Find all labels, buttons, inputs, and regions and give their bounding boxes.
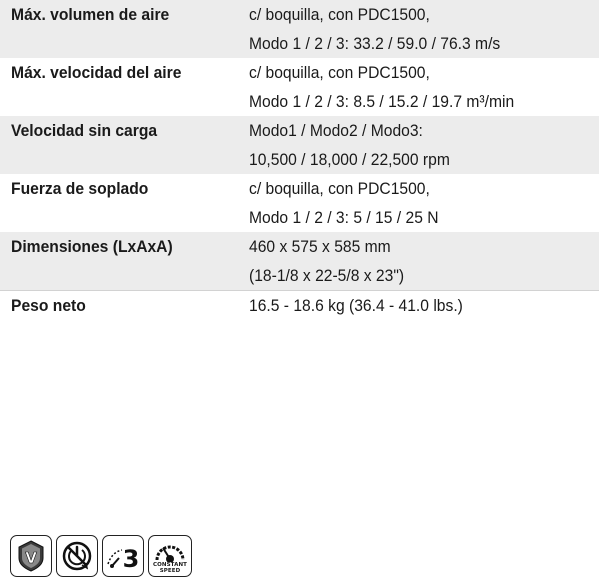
spec-row-air-volume <box>0 0 599 58</box>
feature-icons <box>10 535 192 577</box>
spec-value-line: c/ boquilla, con PDC1500, <box>249 179 430 198</box>
spec-label: Velocidad sin carga <box>11 121 158 140</box>
spec-value-line: Modo1 / Modo2 / Modo3: <box>249 121 423 140</box>
spec-value-line: Modo 1 / 2 / 3: 33.2 / 59.0 / 76.3 m/s <box>249 34 501 53</box>
spec-label: Máx. volumen de aire <box>11 5 170 24</box>
three-speed-mode-icon <box>102 535 144 577</box>
spec-value <box>249 174 599 232</box>
shield-letter: V <box>25 549 37 567</box>
spec-value <box>249 291 599 320</box>
spec-value-line: (18-1/8 x 22-5/8 x 23") <box>249 266 405 285</box>
anti-restart-icon <box>56 535 98 577</box>
spec-value-line: c/ boquilla, con PDC1500, <box>249 63 430 82</box>
spec-label: Fuerza de soplado <box>11 179 149 198</box>
spec-row-blowing-force <box>0 174 599 232</box>
speed-mode-number: 3 <box>122 545 140 573</box>
spec-value-line: c/ boquilla, con PDC1500, <box>249 5 430 24</box>
spec-label: Dimensiones (LxAxA) <box>11 237 173 256</box>
spec-value-line: 16.5 - 18.6 kg (36.4 - 41.0 lbs.) <box>249 296 463 315</box>
spec-value-line: 460 x 575 x 585 mm <box>249 237 391 256</box>
xpt-shield-icon <box>10 535 52 577</box>
spec-value <box>249 232 599 290</box>
spec-value-line: 10,500 / 18,000 / 22,500 rpm <box>249 150 450 169</box>
spec-value-line: Modo 1 / 2 / 3: 8.5 / 15.2 / 19.7 m³/min <box>249 92 515 111</box>
spec-label: Peso neto <box>11 296 86 315</box>
spec-row-air-velocity <box>0 58 599 116</box>
spec-row-net-weight <box>0 290 599 320</box>
constant-speed-text-line2: SPEED <box>159 568 181 574</box>
spec-value <box>249 58 599 116</box>
spec-row-no-load-speed <box>0 116 599 174</box>
constant-speed-icon <box>148 535 192 577</box>
spec-label: Máx. velocidad del aire <box>11 63 182 82</box>
spec-value <box>249 0 599 58</box>
spec-row-dimensions <box>0 232 599 290</box>
spec-value <box>249 116 599 174</box>
constant-speed-text-line1: CONSTANT <box>152 562 187 568</box>
spec-value-line: Modo 1 / 2 / 3: 5 / 15 / 25 N <box>249 208 439 227</box>
